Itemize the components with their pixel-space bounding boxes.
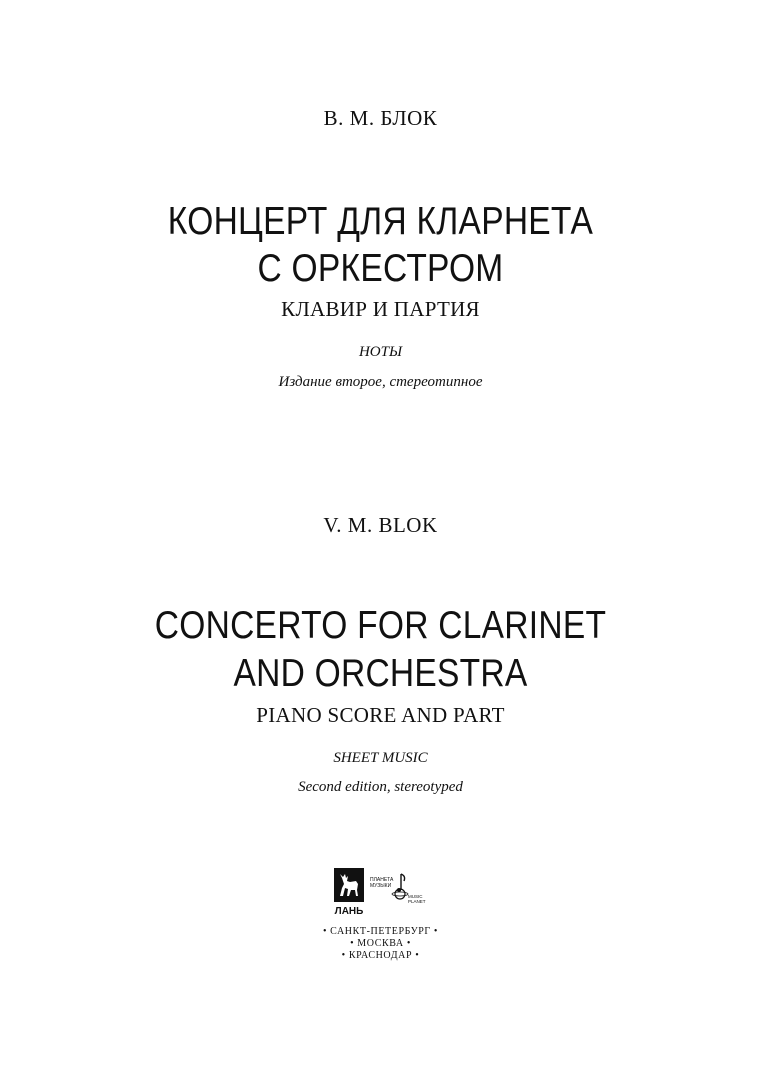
english-subtitle: PIANO SCORE AND PART: [256, 703, 505, 727]
publisher-city-2: • МОСКВА •: [350, 938, 411, 949]
lan-logo-text: ЛАНЬ: [334, 906, 364, 917]
russian-subtitle: КЛАВИР И ПАРТИЯ: [281, 297, 480, 321]
english-edition: Second edition, stereotyped: [298, 779, 463, 795]
english-author: V. M. BLOK: [323, 513, 438, 537]
russian-author: В. М. БЛОК: [323, 106, 438, 130]
english-title-line-1: CONCERTO FOR CLARINET: [154, 604, 607, 647]
publisher-logo: [330, 866, 430, 922]
svg-text:МУЗЫКИ: МУЗЫКИ: [370, 883, 392, 889]
publisher-city-1: • САНКТ-ПЕТЕРБУРГ •: [322, 926, 439, 937]
english-kind: SHEET MUSIC: [333, 750, 428, 766]
russian-kind: НОТЫ: [358, 344, 403, 360]
svg-text:MUSIC: MUSIC: [408, 894, 423, 899]
russian-edition: Издание второе, стереотипное: [278, 374, 483, 390]
english-title-line-2: AND ORCHESTRA: [233, 652, 528, 695]
lan-deer-logo-icon: [330, 866, 430, 922]
svg-text:ПЛАНЕТА: ПЛАНЕТА: [370, 877, 394, 883]
russian-title-line-2: С ОРКЕСТРОМ: [257, 247, 504, 290]
russian-title-line-1: КОНЦЕРТ ДЛЯ КЛАРНЕТА: [167, 200, 594, 243]
svg-text:PLANET: PLANET: [408, 899, 426, 904]
publisher-city-3: • КРАСНОДАР •: [341, 950, 420, 961]
